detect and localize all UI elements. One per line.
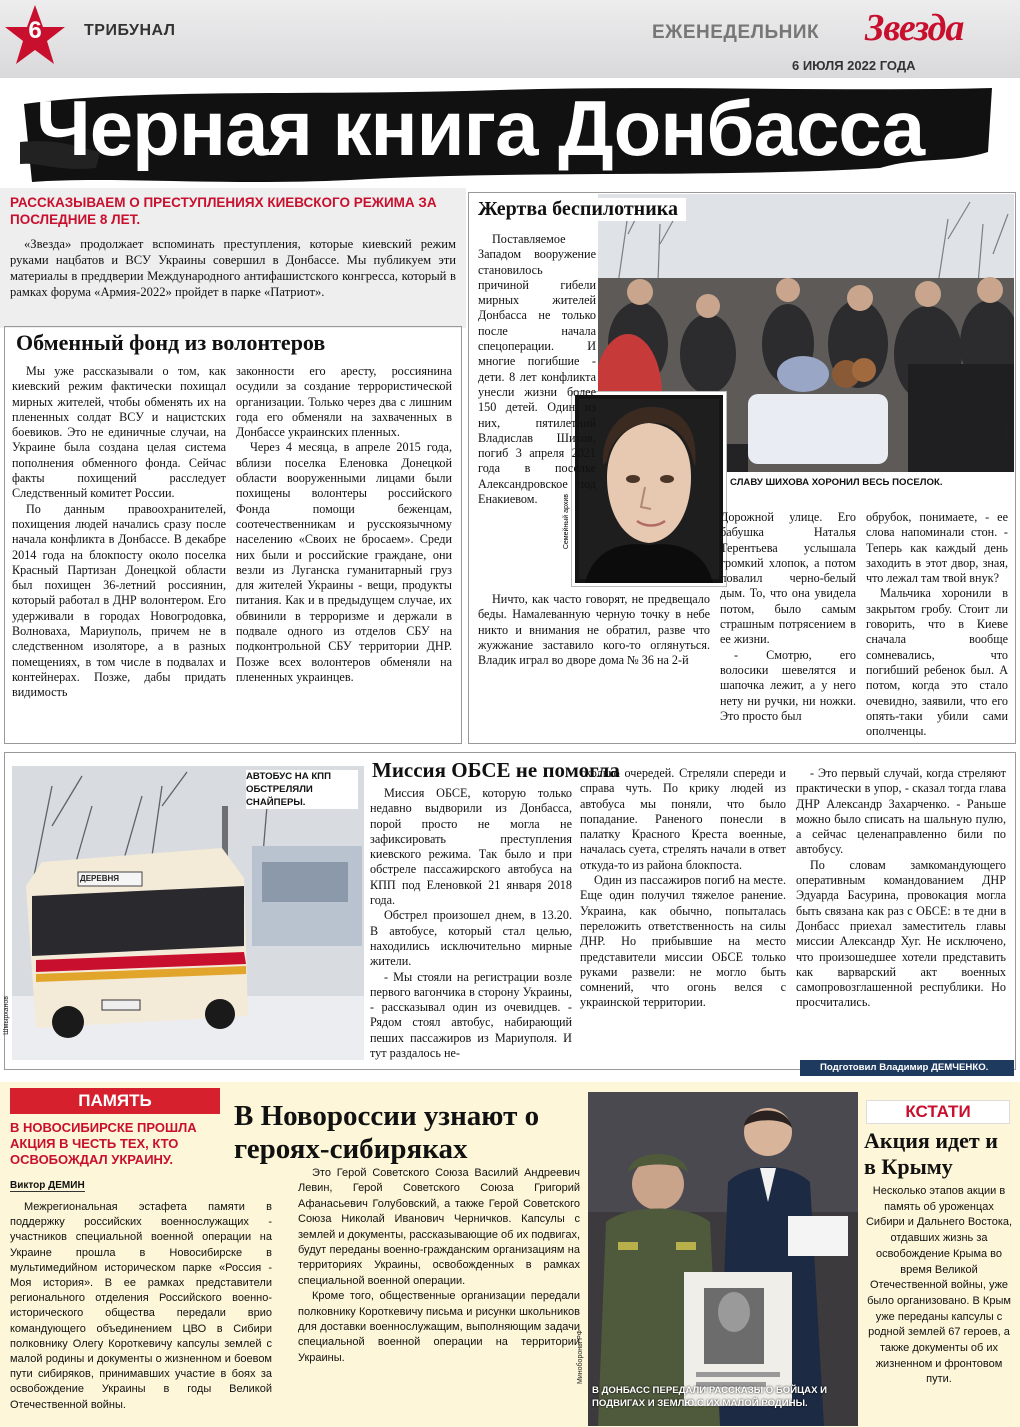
memory-col1: Межрегиональная эстафета памяти в поддержку российских военнослужащих - участников специальной военной операции на Украине прошла в Новосибирске в мультимедийном историческом парке «Россия - Моя история». В ее рамках представители регионального отделения Российского военно-исторического общества передали врио командующего объединением ЦВО в Сибири полковнику Олегу Короткевичу капсулы землей с малой родины и документы о жизненном и боевом пути сибиряков, принимавших участие в боях за освобождение Украины в годы Великой Отечественной войны. bbox=[10, 1201, 272, 1411]
article3-col2: сколько очередей. Стреляли спереди и справа чуть. По крику людей из автобуса мы поняли, что было попадание. Раненого понесли в палатку Красного Креста военные, началась суета, стрелять начали в ответ откуда-то из района блокпоста. Один из пассажиров погиб на месте. Еще один получил тяжелое ранение. Украина, как обычно, попыталась переложить ответственность на силы ДНР. Но прибывшие на место представители миссии ОБСЕ только руками развели: не могло быть сомнений, что огонь велся с украинской территории. bbox=[580, 766, 786, 1010]
portrait-credit: Семейный архив bbox=[563, 494, 570, 550]
article3-title: Миссия ОБСЕ не помогла bbox=[372, 758, 620, 782]
weekly-label: ЕЖЕНЕДЕЛЬНИК bbox=[652, 22, 820, 43]
memory-title: В Новороссии узнают о героях-сибиряках bbox=[234, 1100, 540, 1165]
article2-col2: Дорожной улице. Его бабушка Наталья Терентьева услышала громкий хлопок, а потом повалил черно-белый дым. То, что она увидела потом, было самым страшным потрясением в ее жизни. - Смотрю, его волосики шевелятся и шапочка лежит, а у него нету ни ручки, ни ножки. Это просто был bbox=[720, 510, 856, 723]
intro-text: «Звезда» продолжает вспоминать преступления, которые киевский режим руками нацбатов и ВСУ Украины совершил в Донбассе. Мы публикуем эти материалы в преддверии Международного антифашистского конгресса, который в рамках форума «Армия-2022» пройдет в парке «Патриот». bbox=[10, 237, 456, 299]
page-headline: Черная книга Донбасса bbox=[36, 84, 925, 172]
memory-author: Виктор ДЕМИН bbox=[10, 1180, 85, 1191]
ceremony-photo bbox=[588, 1092, 858, 1426]
article2-col1a: Поставляемое Западом вооружение становилось причиной гибели мирных жителей Донбасса не только после начала спецоперации. И многие погибшие - дети. 8 лет конфликта унесли жизни более 150 детей. Один из них, пятилетний Владислав Шихов, погиб 3 апреля 2021 года в поселке Александровское под Енакиевом. bbox=[478, 232, 596, 507]
article2-col3: обрубок, понимаете, - ее слова напоминали стон. - Теперь как каждый день заходить в этот двор, зная, что лежал там твой внук? Мальчика хоронили в закрытом гробу. Стоит ли говорить, что в Киеве сначала вообще сомневались, что погибший ребенок был. А потом, когда это стало очевидно, заявили, что его опять-таки убили сами ополченцы. bbox=[866, 510, 1008, 739]
section-label: ТРИБУНАЛ bbox=[84, 22, 176, 39]
article1-col2: законности его аресту, россиянина осудили за создание террористической организации. Только через два с лишним года его обменяли на захваченных в Донбассе украинских пленных. Через 4 месяца, в апреле 2015 года, вблизи поселка Еленовка Донецкой области вооруженными лицами были похищены волонтеры российского Фонда помощи беженцам, соотечественникам и русскоязычному населению «Своих не бросаем». Среди них были и российские граждане, они везли из Луганска гуманитарный груз для жителей Украины - вещи, продукты питания. Как и в предыдущем случае, их обвинили в терроризме и держали в подвале одного из отделов СБУ на подконтрольной СБУ территории ДНР. Позже всех волонтеров обменяли на плененных украинцев. bbox=[236, 364, 452, 684]
article2-col1b: Ничто, как часто говорят, не предвещало беды. Намалеванную черную точку в небе никто и внимания не обратил, разве что жужжание заставило кого-то оглянуться. Владик играл во дворе дома № 36 на 2-й bbox=[478, 592, 710, 668]
intro-lead: РАССКАЗЫВАЕМ О ПРЕСТУПЛЕНИЯХ КИЕВСКОГО РЕЖИМА ЗА ПОСЛЕДНИЕ 8 ЛЕТ. bbox=[10, 195, 437, 227]
bus-photo-credit: Шмырханов bbox=[3, 996, 10, 1035]
article1-col1: Мы уже рассказывали о том, как киевский режим фактически похищал мирных жителей, чтобы обменять их на плененных солдат ВСУ и нацистских боевиков. Это не единичные случаи, на Украине была создана целая система пополнения обменного фонда. Сейчас факты похищений расследует Следственный комитет России. По данным правоохранителей, похищения людей начались сразу после начала конфликта в Донбассе. В декабре 2014 года на блокпосту около поселка Красный Партизан Донецкой области был похищен 36-летний россиянин, который работал в ДНР волонтером. Его удерживали в городах Новогродовка, Волноваха, Мариуполь, причем не в следственном изоляторе, а в разных помещениях, в том числе в подвалах и контейнерах. Позже, дабы придать видимость bbox=[12, 364, 226, 700]
page-number: 6 bbox=[28, 17, 42, 44]
article3-col1: Миссия ОБСЕ, которую только недавно выдворили из Донбасса, порой просто не могла не зафиксировать преступления киевского режима. Так было и при обстреле пассажирского автобуса на КПП под Еленовкой 21 января 2018 года. Обстрел произошел днем, в 13.20. В автобусе, который стал целью, находились исключительно мирные жители. - Мы стояли на регистрации возле первого вагончика в сторону Украины, - рассказывал один из очевидцев. - Рядом стоял автобус, набирающий пеших пассажиров из Мариуполя. И тут раздалось не- bbox=[370, 786, 572, 1061]
funeral-photo-credit: Соцсети bbox=[1003, 420, 1010, 448]
bus-sign: ДЕРЕВНЯ bbox=[80, 874, 120, 883]
prepared-by: Подготовил Владимир ДЕМЧЕНКО. bbox=[800, 1060, 1014, 1076]
funeral-photo-caption: СЛАВУ ШИХОВА ХОРОНИЛ ВЕСЬ ПОСЕЛОК. bbox=[730, 477, 943, 488]
kstati-text: Несколько этапов акции в память об уроженцах Сибири и Дальнего Востока, отдавших жизнь за освобождение Крыма во время Великой Отечественной войны, уже было организовано. В Крым уже переданы капсулы с родной землей 67 героев, а также документы об их жизненном и фронтовом пути. bbox=[865, 1185, 1013, 1386]
memory-lead: В НОВОСИБИРСКЕ ПРОШЛА АКЦИЯ В ЧЕСТЬ ТЕХ, КТО ОСВОБОЖДАЛ УКРАИНУ. bbox=[10, 1120, 197, 1167]
article3-col3: - Это первый случай, когда стреляют практически в упор, - сказал тогда глава ДНР Александр Захарченко. - Раньше можно было списать на шальную пулю, а сейчас целенаправленно били по автобусу. По словам замкомандующего оперативным командованием ДНР Эдуарда Басурина, провокация могла быть связана как раз с ОБСЕ: в те дни в Донбасс приехал заместитель главы миссии Александр Хуг. Не исключено, что произошедшее хотели представить как варварский акт военных самопровозглашенной республики. Но просчитались. bbox=[796, 766, 1006, 1010]
brand-logo: Звезда bbox=[865, 7, 964, 49]
issue-date: 6 ИЮЛЯ 2022 ГОДА bbox=[792, 58, 916, 73]
article2-title: Жертва беспилотника bbox=[478, 198, 686, 221]
kstati-rubric: КСТАТИ bbox=[866, 1100, 1010, 1124]
article1-title: Обменный фонд из волонтеров bbox=[16, 330, 326, 355]
ceremony-photo-credit: Минобороны РФ bbox=[577, 1330, 584, 1384]
kstati-title: Акция идет и в Крыму bbox=[864, 1128, 998, 1179]
memory-col2: Это Герой Советского Союза Василий Андреевич Левин, Герой Советского Союза Григорий Афанасьевич Голубовский, а также Герой Советского Союза Николай Иванович Черничков. Капсулы с землей и документы, рассказывающие об их подвигах, будут переданы военно-гражданским организациям на территориях Украины, освобожденных в рамках специальной военной операции. Кроме того, общественные организации передали полковнику Короткевичу письма и рисунки школьников для доставки военнослужащим, выполняющим задачи специальной военной операции на территории Украины. bbox=[298, 1167, 580, 1364]
bus-photo bbox=[12, 766, 364, 1060]
bus-photo-caption: АВТОБУС НА КПП ОБСТРЕЛЯЛИ СНАЙПЕРЫ. bbox=[246, 770, 358, 809]
ceremony-photo-caption: В ДОНБАСС ПЕРЕДАЛИ РАССКАЗЫ О БОЙЦАХ И ПОДВИГАХ И ЗЕМЛЮ С ИХ МАЛОЙ РОДИНЫ. bbox=[592, 1385, 828, 1409]
memory-rubric: ПАМЯТЬ bbox=[10, 1088, 220, 1114]
